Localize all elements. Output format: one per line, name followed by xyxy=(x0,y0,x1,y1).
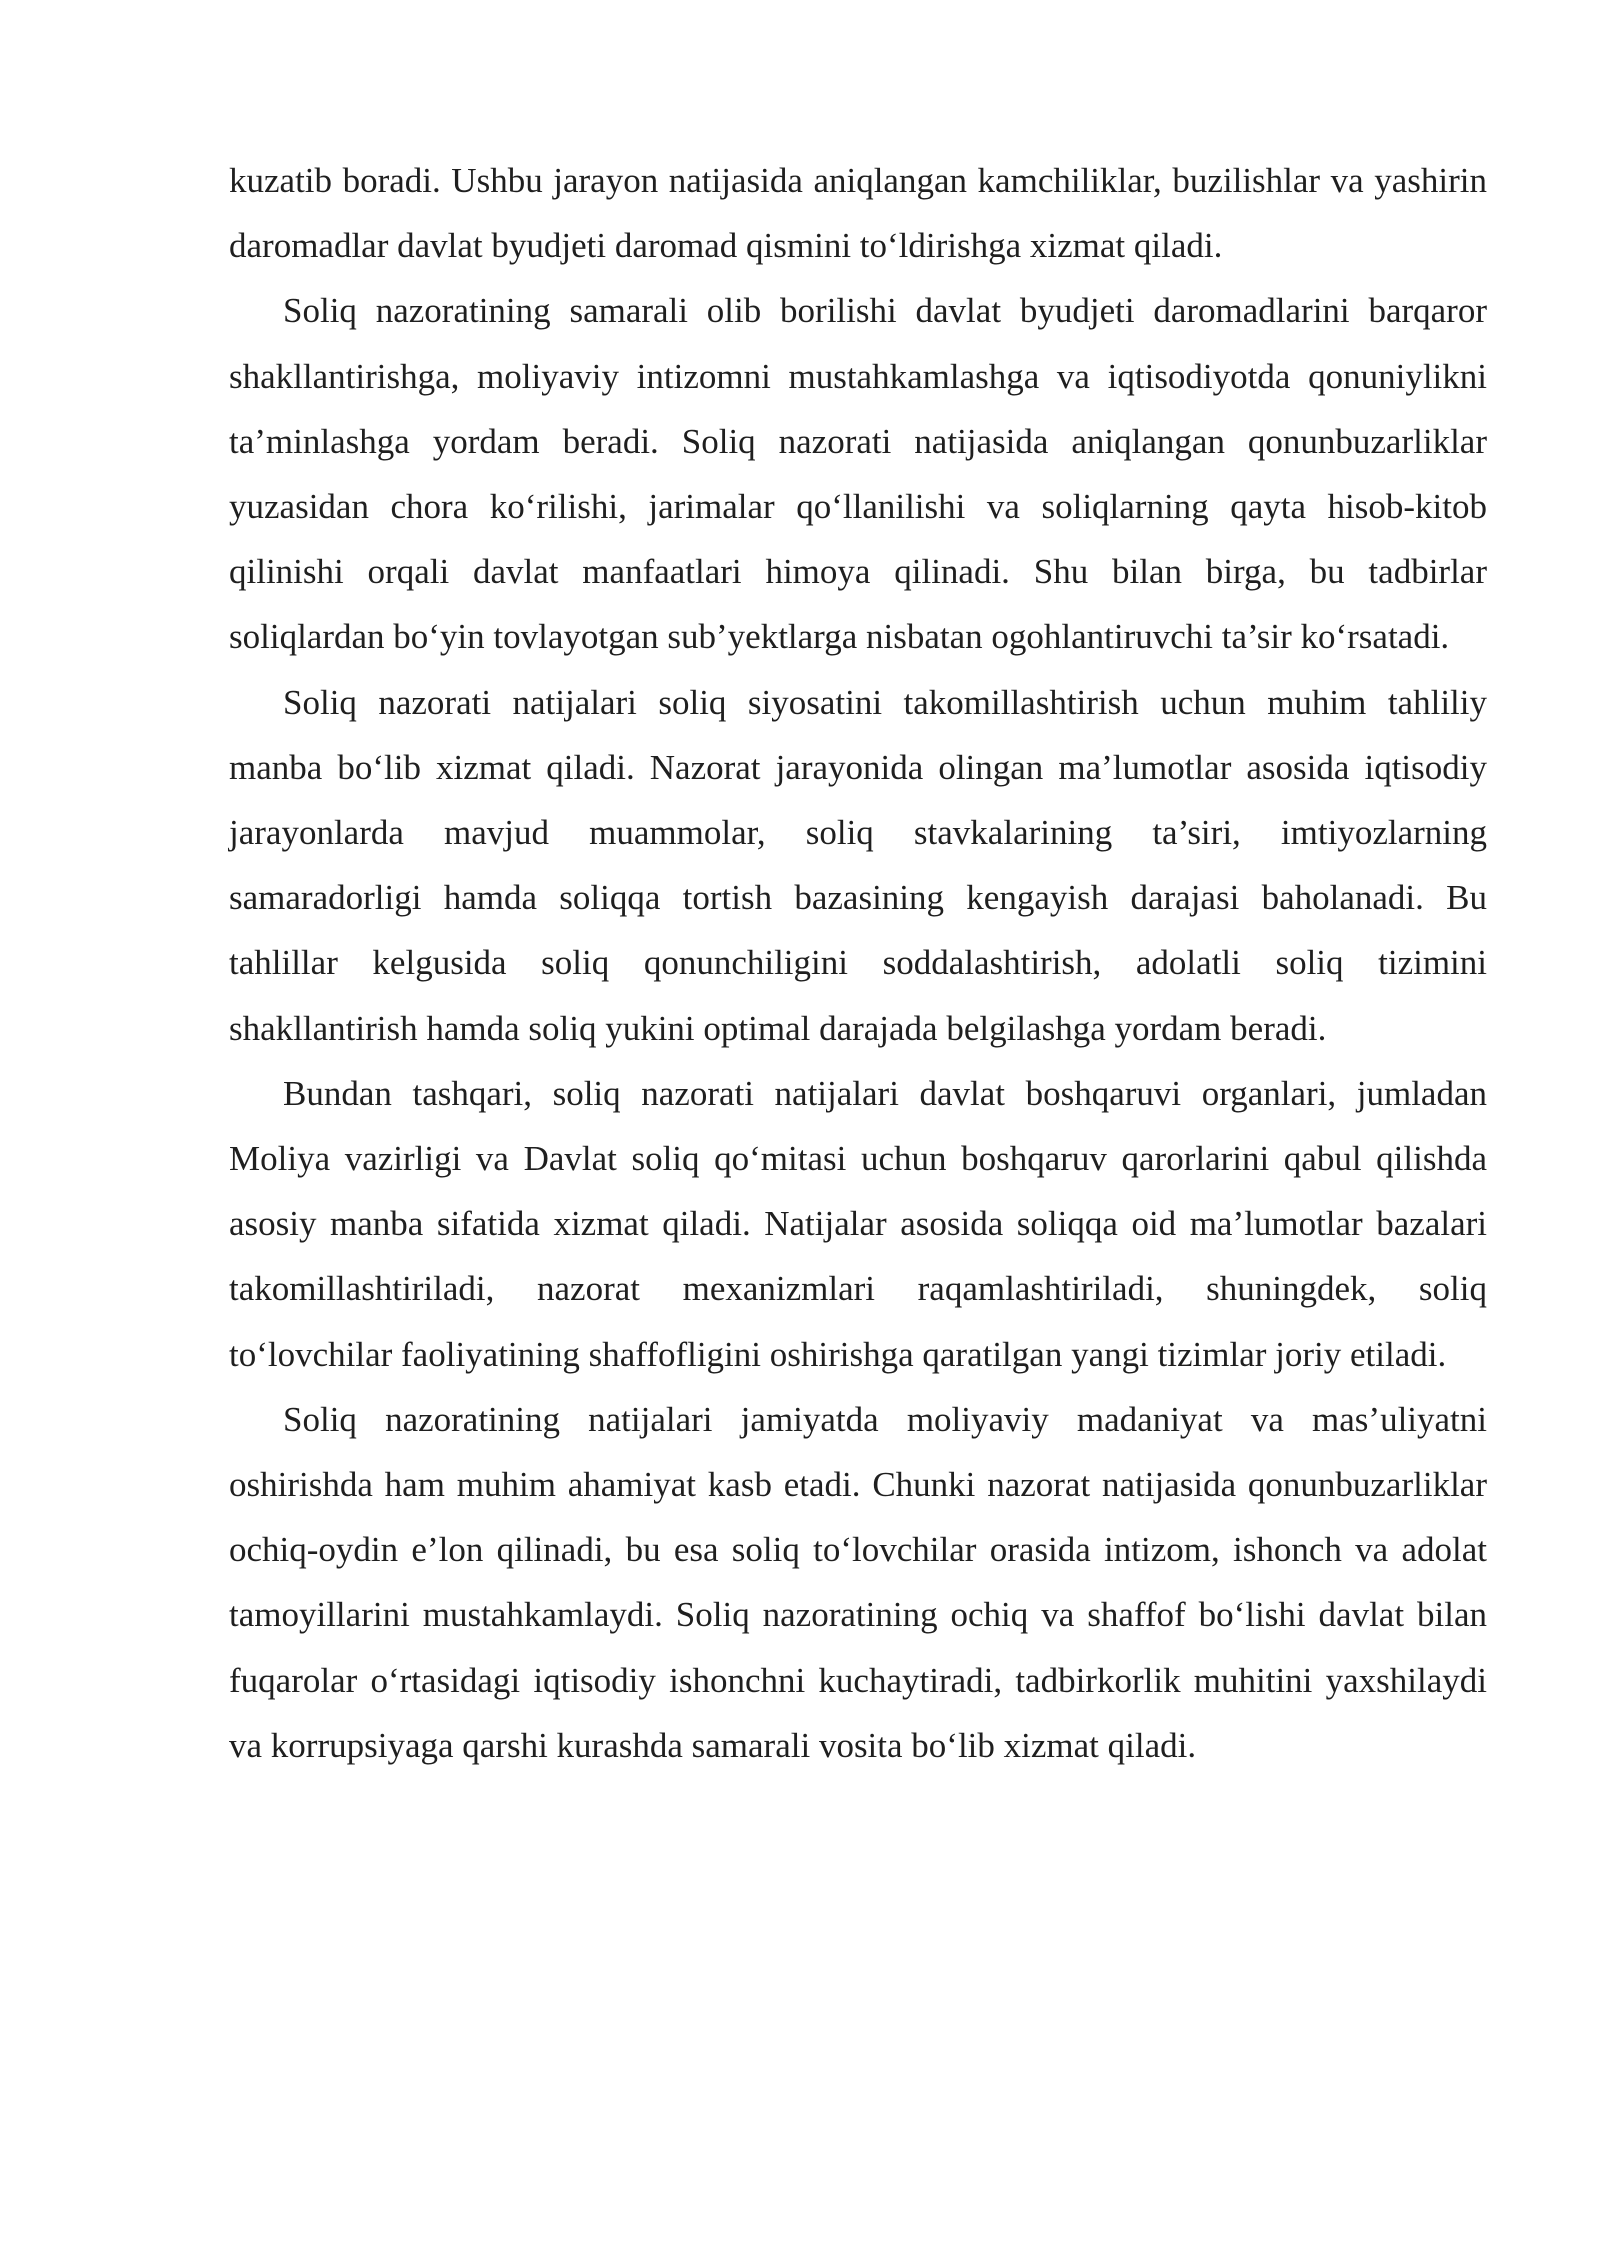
paragraph: Soliq nazoratining samarali olib borilishi davlat byudjeti daromadlarini barqaror shakllantirishga, moliyaviy intizomni mustahkamlashga va iqtisodiyotda qonuniylikni ta’minlashga yordam beradi. Soliq nazorati natijasida aniqlangan qonunbuzarliklar yuzasidan chora ko‘rilishi, jarimalar qo‘llanilishi va soliqlarning qayta hisob-kitob qilinishi orqali davlat manfaatlari himoya qilinadi. Shu bilan birga, bu tadbirlar soliqlardan bo‘yin tovlayotgan sub’yektlarga nisbatan ogohlantiruvchi ta’sir ko‘rsatadi. xyxy=(229,291,1487,657)
body-text xyxy=(229,148,1487,1778)
paragraph: Soliq nazorati natijalari soliq siyosatini takomillashtirish uchun muhim tahliliy manba bo‘lib xizmat qiladi. Nazorat jarayonida olingan ma’lumotlar asosida iqtisodiy jarayonlarda mavjud muammolar, soliq stavkalarining ta’siri, imtiyozlarning samaradorligi hamda soliqqa tortish bazasining kengayish darajasi baholanadi. Bu tahlillar kelgusida soliq qonunchiligini soddalashtirish, adolatli soliq tizimini shakllantirish hamda soliq yukini optimal darajada belgilashga yordam beradi. xyxy=(229,682,1487,1048)
paragraph-continuation: kuzatib boradi. Ushbu jarayon natijasida aniqlangan kamchiliklar, buzilishlar va yashirin daromadlar davlat byudjeti daromad qismini to‘ldirishga xizmat qiladi. xyxy=(229,161,1487,266)
paragraph: Bundan tashqari, soliq nazorati natijalari davlat boshqaruvi organlari, jumladan Moliya vazirligi va Davlat soliq qo‘mitasi uchun boshqaruv qarorlarini qabul qilishda asosiy manba sifatida xizmat qiladi. Natijalar asosida soliqqa oid ma’lumotlar bazalari takomillashtiriladi, nazorat mexanizmlari raqamlashtiriladi, shuningdek, soliq to‘lovchilar faoliyatining shaffofligini oshirishga qaratilgan yangi tizimlar joriy etiladi. xyxy=(229,1073,1487,1374)
paragraph: Soliq nazoratining natijalari jamiyatda moliyaviy madaniyat va mas’uliyatni oshirishda ham muhim ahamiyat kasb etadi. Chunki nazorat natijasida qonunbuzarliklar ochiq-oydin e’lon qilinadi, bu esa soliq to‘lovchilar orasida intizom, ishonch va adolat tamoyillarini mustahkamlaydi. Soliq nazoratining ochiq va shaffof bo‘lishi davlat bilan fuqarolar o‘rtasidagi iqtisodiy ishonchni kuchaytiradi, tadbirkorlik muhitini yaxshilaydi va korrupsiyaga qarshi kurashda samarali vosita bo‘lib xizmat qiladi. xyxy=(229,1399,1487,1765)
